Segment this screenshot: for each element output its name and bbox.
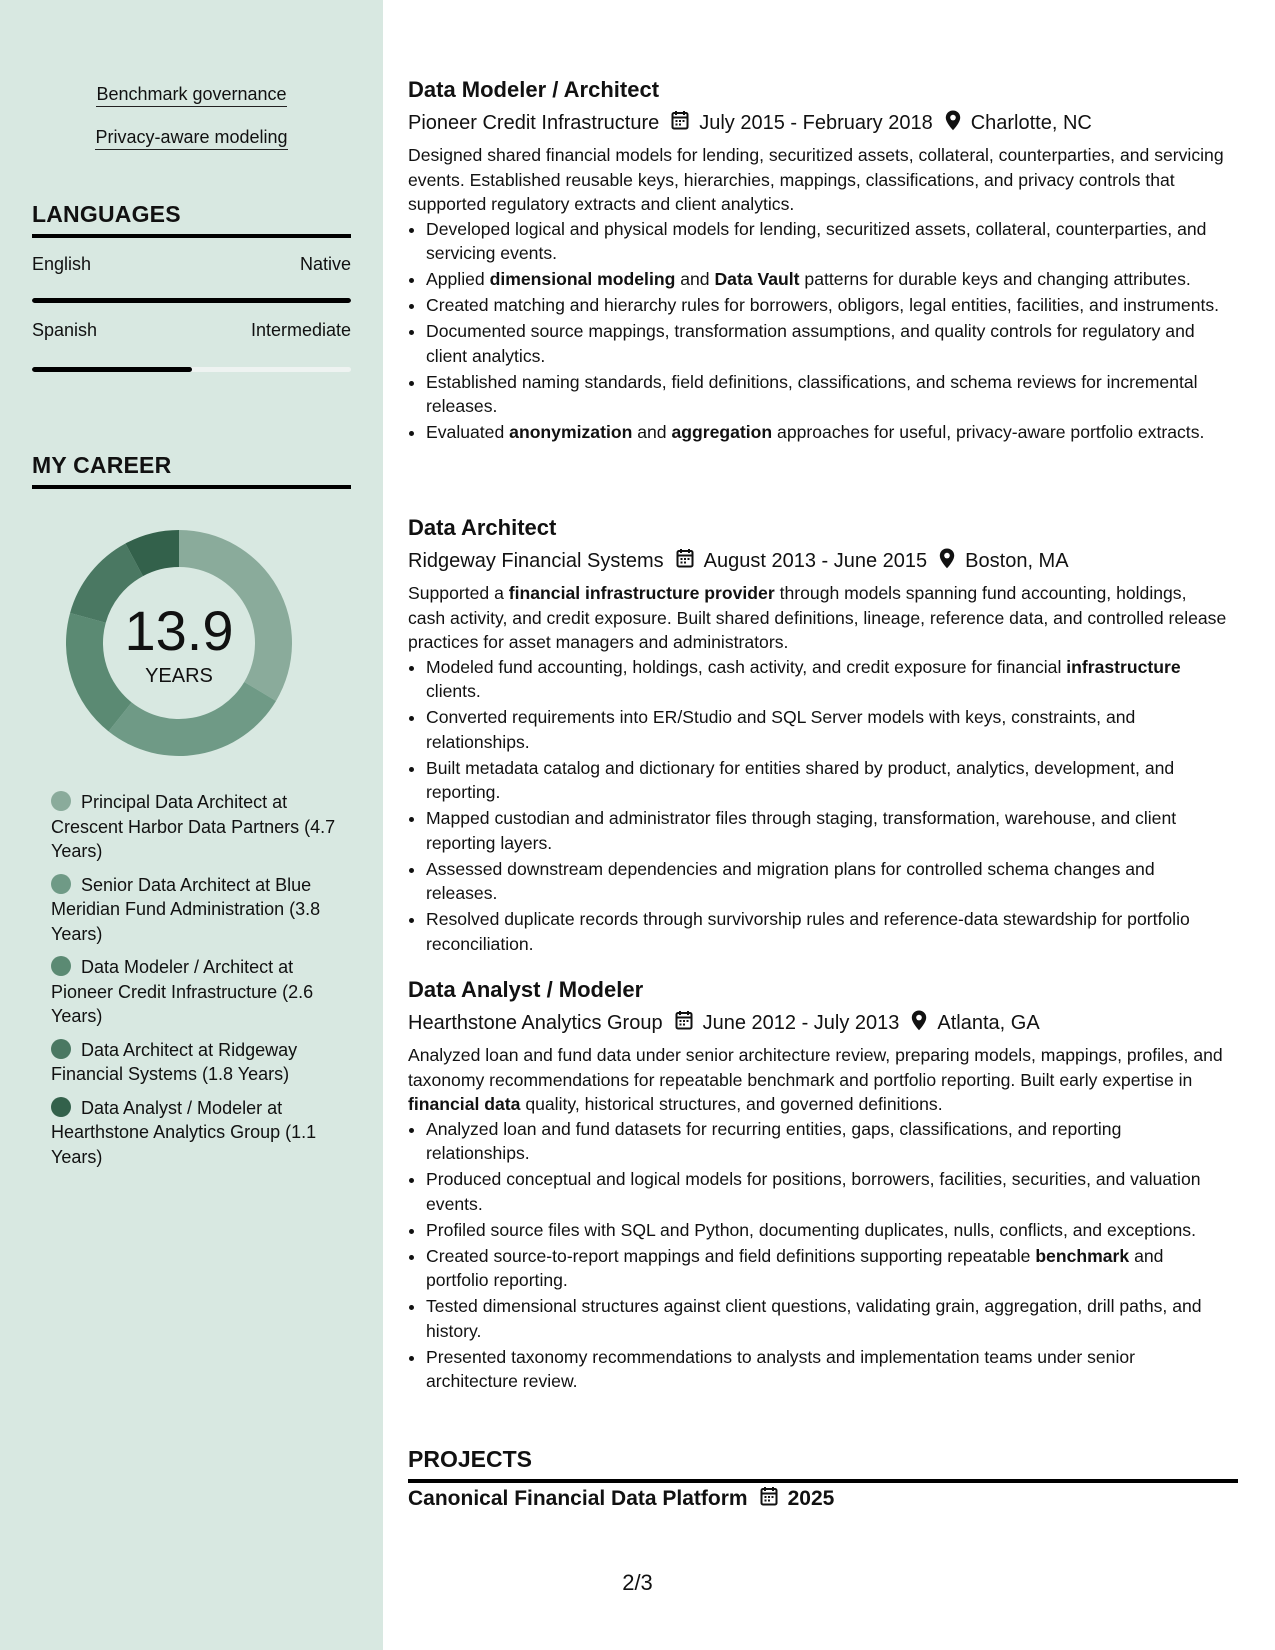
job-title: Data Analyst / Modeler xyxy=(408,977,644,1002)
job-bullet: • Applied dimensional modeling and Data Vault patterns for durable keys and changing attributes. xyxy=(426,267,1228,292)
languages-heading: LANGUAGES xyxy=(32,201,351,238)
career-legend-item xyxy=(51,955,341,1029)
job-title: Data Architect xyxy=(408,515,557,540)
career-legend-item xyxy=(51,1038,341,1087)
language-row xyxy=(32,320,351,341)
legend-label: Data Analyst / Modeler at Hearthstone Analytics Group (1.1 Years) xyxy=(51,1097,317,1167)
language-name: Spanish xyxy=(32,320,98,340)
job-dates: July 2015 - February 2018 xyxy=(699,111,933,134)
calendar-icon xyxy=(676,548,694,574)
calendar-icon xyxy=(671,110,689,136)
language-name: English xyxy=(32,254,92,274)
language-level: Native xyxy=(299,254,351,274)
proficiency-fill xyxy=(32,367,192,372)
legend-dot xyxy=(51,874,71,894)
job-bullet: • Documented source mappings, transformation assumptions, and quality controls for regulatory and client analytics. xyxy=(426,319,1228,368)
legend-dot xyxy=(51,956,71,976)
job-meta xyxy=(408,1007,1228,1039)
career-total-unit: YEARS xyxy=(145,665,213,687)
job-bullet: • Developed logical and physical models for lending, securitized assets, collateral, counterparties, and servicing events. xyxy=(426,217,1228,266)
job-bullet: • Mapped custodian and administrator files through staging, transformation, warehouse, and client reporting layers. xyxy=(426,806,1228,855)
legend-dot xyxy=(51,1097,71,1117)
calendar-icon xyxy=(675,1010,693,1036)
job-description: Supported a financial infrastructure provider through models spanning fund accounting, holdings, cash activity, and credit exposure. Built shared definitions, lineage, reference data, and controlled release practices for asset managers and administrators. xyxy=(408,583,1227,652)
job-location: Atlanta, GA xyxy=(937,1011,1040,1034)
page-number: 2/3 xyxy=(622,1570,653,1595)
project-year: 2025 xyxy=(787,1487,835,1510)
legend-label: Data Architect at Ridgeway Financial Systems (1.8 Years) xyxy=(51,1039,298,1084)
language-row xyxy=(32,254,351,275)
job-bullet: • Converted requirements into ER/Studio and SQL Server models with keys, constraints, and relationships. xyxy=(426,705,1228,754)
job-bullet: • Profiled source files with SQL and Python, documenting duplicates, nulls, conflicts, and exceptions. xyxy=(426,1218,1228,1243)
donut-segment xyxy=(109,682,276,756)
project-name: Canonical Financial Data Platform xyxy=(408,1487,748,1510)
language-level: Intermediate xyxy=(250,320,351,340)
job-dates: August 2013 - June 2015 xyxy=(703,549,928,572)
legend-label: Principal Data Architect at Crescent Harbor Data Partners (4.7 Years) xyxy=(51,792,336,861)
map-pin-icon xyxy=(911,1010,927,1037)
job-bullet: • Created matching and hierarchy rules for borrowers, obligors, legal entities, facilities, and instruments. xyxy=(426,293,1228,318)
job-bullet: • Presented taxonomy recommendations to analysts and implementation teams under senior architecture review. xyxy=(426,1345,1228,1394)
job-bullets xyxy=(408,217,1228,445)
job-bullet: • Modeled fund accounting, holdings, cash activity, and credit exposure for financial infrastructure clients. xyxy=(426,655,1228,704)
job-bullet: • Built metadata catalog and dictionary for entities shared by product, analytics, development, and reporting. xyxy=(426,756,1228,805)
job-bullet: • Resolved duplicate records through survivorship rules and reference-data stewardship for portfolio reconciliation. xyxy=(426,907,1228,956)
job-location: Boston, MA xyxy=(965,549,1069,572)
job-bullet: • Tested dimensional structures against client questions, validating grain, aggregation, drill paths, and history. xyxy=(426,1294,1228,1343)
job-bullets xyxy=(408,1117,1228,1394)
career-legend xyxy=(51,790,341,1178)
job-bullet: • Established naming standards, field definitions, classifications, and schema reviews for incremental releases. xyxy=(426,370,1228,419)
job-bullet: • Produced conceptual and logical models for positions, borrowers, facilities, securities, and valuation events. xyxy=(426,1167,1228,1216)
proficiency-fill xyxy=(32,298,351,303)
project-item xyxy=(408,1486,834,1512)
company-name: Ridgeway Financial Systems xyxy=(408,549,664,572)
map-pin-icon xyxy=(939,548,955,575)
job-bullet: • Assessed downstream dependencies and migration plans for controlled schema changes and releases. xyxy=(426,857,1228,906)
career-legend-item xyxy=(51,1096,341,1170)
legend-label: Data Modeler / Architect at Pioneer Credit Infrastructure (2.6 Years) xyxy=(51,957,314,1026)
job-entry xyxy=(408,515,1228,958)
career-legend-item xyxy=(51,790,341,864)
job-bullet: • Evaluated anonymization and aggregation approaches for useful, privacy-aware portfolio extracts. xyxy=(426,420,1228,445)
career-heading: MY CAREER xyxy=(32,452,351,489)
job-dates: June 2012 - July 2013 xyxy=(702,1011,900,1034)
skill-tag: Privacy-aware modeling xyxy=(0,127,383,150)
job-entry xyxy=(408,77,1228,446)
skill-tag: Benchmark governance xyxy=(0,84,383,107)
career-legend-item xyxy=(51,873,341,947)
job-meta xyxy=(408,545,1228,577)
job-entry xyxy=(408,977,1228,1395)
job-bullets xyxy=(408,655,1228,957)
language-proficiency-bar xyxy=(32,367,351,372)
job-description: Designed shared financial models for lending, securitized assets, collateral, counterparties, and servicing events. Established reusable keys, hierarchies, mappings, classifications, and privacy controls that supported regulatory extracts and client analytics. xyxy=(408,145,1224,214)
legend-dot xyxy=(51,791,71,811)
legend-label: Senior Data Architect at Blue Meridian Fund Administration (3.8 Years) xyxy=(51,874,321,944)
job-bullet: • Analyzed loan and fund datasets for recurring entities, gaps, classifications, and reporting relationships. xyxy=(426,1117,1228,1166)
career-total-years: 13.9 xyxy=(124,599,234,662)
main-content xyxy=(383,0,1275,1650)
projects-heading: PROJECTS xyxy=(408,1446,1238,1483)
job-description: Analyzed loan and fund data under senior architecture review, preparing models, mappings, profiles, and taxonomy recommendations for repeatable benchmark and portfolio reporting. Built early expertise in financial data quality, historical structures, and governed definitions. xyxy=(408,1045,1223,1114)
job-location: Charlotte, NC xyxy=(970,111,1092,134)
job-title: Data Modeler / Architect xyxy=(408,77,660,102)
company-name: Hearthstone Analytics Group xyxy=(408,1011,663,1034)
job-meta xyxy=(408,107,1228,139)
legend-dot xyxy=(51,1039,71,1059)
job-bullet: • Created source-to-report mappings and field definitions supporting repeatable benchmark and portfolio reporting. xyxy=(426,1244,1228,1293)
map-pin-icon xyxy=(945,110,961,137)
calendar-icon xyxy=(760,1486,778,1512)
sidebar xyxy=(0,0,383,1650)
language-proficiency-bar xyxy=(32,298,351,303)
company-name: Pioneer Credit Infrastructure xyxy=(408,111,660,134)
